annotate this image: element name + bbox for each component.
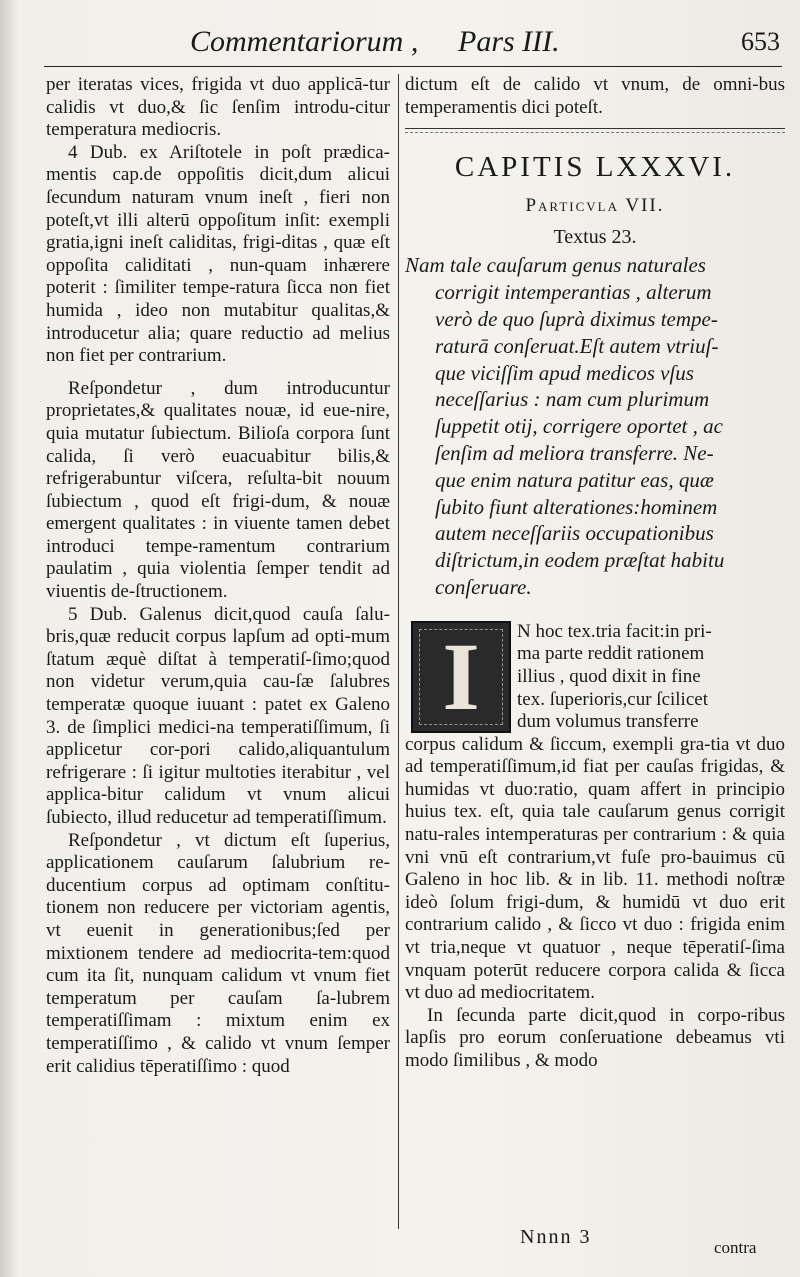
left-paragraph-4: 5 Dub. Galenus dicit,quod cauſa ſalu-bris,quæ reducit corpus lapſum ad opti-mum ſtatum æquè diſtat à temperatiſ-ſimo;quod non videtur verum,quia cau-ſæ ſalubres temperatæ quoque iuuant : patet ex Galeno 3. de ſimplici medici-na temperatiſſimum, ſi applicetur cor-pori calido,aliquantulum refrigerare : ſi igitur multoties iterabitur , vel applica-bitur calidum vt vnum alicui ſubiecto, illud reducetur ad temperatiſſimum. xyxy=(46,603,390,828)
commentary-block xyxy=(405,621,785,1073)
quote-line: que enim natura patitur eas, quæ xyxy=(435,467,714,492)
aphorism-quote xyxy=(405,252,785,600)
quote-line: corrigit intemperantias , alterum xyxy=(435,280,712,305)
running-title: Commentariorum , xyxy=(190,25,419,58)
header-rule xyxy=(44,66,782,67)
catchword: contra xyxy=(714,1238,757,1257)
commentary-line: illius , quod dixit in fine xyxy=(517,665,701,687)
section-rule xyxy=(405,128,785,143)
commentary-line: N hoc tex.tria facit:in pri- xyxy=(517,620,712,642)
right-intro: dictum eſt de calido vt vnum, de omni-bus temperamentis dici poteſt. xyxy=(405,74,785,118)
column-divider xyxy=(398,74,399,1229)
quote-line: ſubito fiunt alterationes:hominem xyxy=(435,494,718,519)
commentary-line: tex. ſuperioris,cur ſcilicet xyxy=(517,688,708,710)
left-column xyxy=(46,74,390,1078)
left-paragraph-3: Reſpondetur , dum introducuntur proprietates,& qualitates nouæ, id eue-nire, quia mutatur ſubiectum. Bilioſa corpora ſunt calida, ſi verò euacuabitur bilis,& refrigerabuntur viſcera, reſulta-bit nouum ſubiectum , quod eſt frigi-dum, & nouæ emergent qualitates : in viuente tamen debet introduci tempe-ramentum contrarium paulatim , quia violentia ſemper tendit ad viuentis de-ſtructionem. xyxy=(46,377,390,603)
quote-line: neceſſarius : nam cum plurimum xyxy=(435,387,710,412)
commentary-line: dum volumus transferre xyxy=(517,711,699,733)
quote-line: Nam tale cauſarum genus naturales xyxy=(405,253,706,278)
left-paragraph-2: 4 Dub. ex Ariſtotele in poſt prædica-mentis cap.de oppoſitis dicit,dum alicui ſecundum naturam vnum ineſt , fieri non poteſt,vt illi alterū oppoſitum inſit: exempli gratia,igni ineſt caliditas, frigi-ditas , quæ eſt oppoſita caliditati , nun-quam inhærere poterit : ſimiliter tempe-ratura ſicca non fiet humida , ideo non mutabitur qualitas,& introducetur alia; quare reductio ad melius non fiet per contrarium. xyxy=(46,141,390,367)
right-column xyxy=(405,74,785,1073)
quote-line: que viciſſim apud medicos vſus xyxy=(435,360,694,385)
quote-line: autem neceſſariis occupationibus xyxy=(435,521,714,546)
part-label: Pars III. xyxy=(458,25,560,58)
left-paragraph-5: Reſpondetur , vt dictum eſt ſuperius, applicationem cauſarum ſalubrium re-ducentium corpus ad optimam conſtitu-tionem non reducere per victoriam agentis, vt euenit in generationibus;ſed per mixtionem tendere ad mediocrita-tem:quod cum ita ſit, nunquam calidum vt vnum fiet temperatum per cauſam ſa-lubrem temperatiſſimam : mixtum enim ex temperatiſſimo , & calido vt vnum ſemper erit calidius tēperatiſſimo : quod xyxy=(46,829,390,1077)
commentary-line: ma parte reddit rationem xyxy=(517,643,705,665)
signature-mark: Nnnn 3 xyxy=(520,1226,592,1248)
commentary-continuation: corpus calidum & ſiccum, exempli gra-tia vt duo ad temperatiſſimum,id fiat per cauſas frigidas, & humidas vt duo:ratio, quam affert in principio huius tex. eſt, quia tale cauſarum genus corrigit natu-rales intemperaturas per contrarium : & quia vni vnū eſt contrarium,vt fuſe pro-bauimus cū Galeno in hoc lib. & in lib. 11. methodi noſtræ ideò ſolum frigi-dum, & humidū vt duo erit contrarium calido , & ſicco vt duo : frigida enim vt tria,neque vt quatuor , neque tēperatiſ-ſima vnquam poterūt reducere corpora calida & ſicca vt duo ad mediocritatem. xyxy=(405,733,785,1004)
commentary-final: In ſecunda parte dicit,quod in corpo-ribus lapſis pro eorum conſeruatione debeamus vti modo ſimilibus , & modo xyxy=(405,1004,785,1072)
left-paragraph-1: per iteratas vices, frigida vt duo applicā-tur calidis vt duo,& ſic ſenſim introdu-citur temperatura mediocris. xyxy=(46,74,390,141)
quote-line: conſeruare. xyxy=(435,574,532,599)
running-header xyxy=(190,22,780,62)
initial-letter: I xyxy=(442,622,480,730)
quote-line: ſuppetit otij, corrigere oportet , ac xyxy=(435,414,723,439)
quote-line: ſenſim ad meliora transferre. Ne- xyxy=(435,440,714,465)
page-number: 653 xyxy=(741,27,780,56)
decorated-initial xyxy=(411,621,511,733)
quote-line: diſtrictum,in eodem præſtat habitu xyxy=(435,548,725,573)
textus-heading: Textus 23. xyxy=(553,225,637,248)
chapter-heading: CAPITIS LXXXVI. xyxy=(454,151,736,184)
particula-heading: Particvla VII. xyxy=(525,195,665,217)
quote-line: raturā conſeruat.Eſt autem vtriuſ- xyxy=(435,333,719,358)
quote-line: verò de quo ſuprà diximus tempe- xyxy=(435,306,718,331)
